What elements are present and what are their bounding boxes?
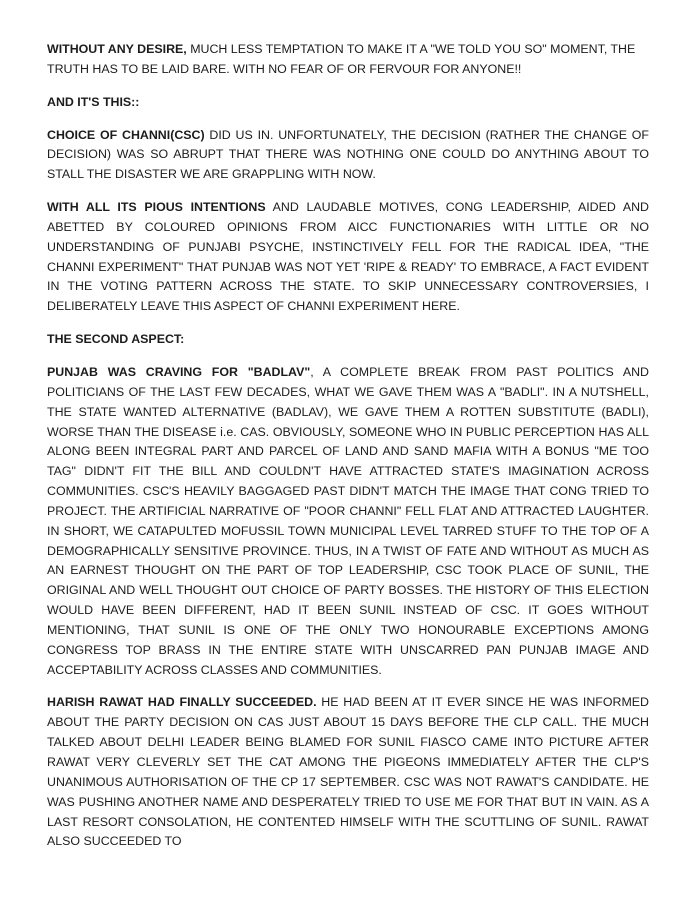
paragraph-body: , A COMPLETE BREAK FROM PAST POLITICS AND POLITICIANS OF THE LAST FEW DECADES, WHAT WE GAVE THEM WAS A "BADLI". IN A NUTSHELL, THE STATE WANTED ALTERNATIVE (BADLAV), WE GAVE THEM A ROTTEN SUBSTITUTE (BADLI), WORSE THAN THE DISEASE i.e. CAS. OBVIOUSLY, SOMEONE WHO IN PUBLIC PERCEPTION HAS ALL ALONG BEEN INTEGRAL PART AND PARCEL OF LAND AND SAND MAFIA WITH A BONUS "ME TOO TAG" DIDN'T FIT THE BILL AND COULDN'T HAVE ATTRACTED STATE'S IMAGINATION ACROSS COMMUNITIES. CSC'S HEAVILY BAGGAGED PAST DIDN'T MATCH THE IMAGE THAT CONG TRIED TO PROJECT. THE ARTIFICIAL NARRATIVE OF "POOR CHANNI" FELL FLAT AND ATTRACTED LAUGHTER. IN SHORT, WE CATAPULTED MOFUSSIL TOWN MUNICIPAL LEVEL TARRED STUFF TO THE TOP OF A DEMOGRAPHICALLY SENSITIVE PROVINCE. THUS, IN A TWIST OF FATE AND WITHOUT AS MUCH AS AN EARNEST THOUGHT ON THE PART OF TOP LEADERSHIP, CSC TOOK PLACE OF SUNIL, THE ORIGINAL AND WELL THOUGHT OUT CHOICE OF PARTY BOSSES. THE HISTORY OF THIS ELECTION WOULD HAVE BEEN DIFFERENT, HAD IT BEEN SUNIL INSTEAD OF CSC. IT GOES WITHOUT MENTIONING, THAT SUNIL IS ONE OF THE ONLY TWO HONOURABLE EXCEPTIONS AMONG CONGRESS TOP BRASS IN THE ENTIRE STATE WITH UNSCARRED PAN PUNJAB IMAGE AND ACCEPTABILITY ACROSS CLASSES AND COMMUNITIES. xyxy=(47,364,649,677)
paragraph-choice-of-channi xyxy=(47,126,649,186)
paragraph-lead: WITHOUT ANY DESIRE, xyxy=(47,42,187,56)
heading-text: AND IT'S THIS:: xyxy=(47,94,140,109)
paragraph-harish-rawat xyxy=(47,693,649,852)
paragraph-body: DID US IN. UNFORTUNATELY, THE DECISION (RATHER THE CHANGE OF DECISION) WAS SO ABRUPT THAT THERE WAS NOTHING ONE COULD DO ANYTHING ABOUT TO STALL THE DISASTER WE ARE GRAPPLING WITH NOW. xyxy=(47,127,649,182)
paragraph-body: AND LAUDABLE MOTIVES, CONG LEADERSHIP, AIDED AND ABETTED BY COLOURED OPINIONS FROM AICC FUNCTIONARIES WITH LITTLE OR NO UNDERSTANDING OF PUNJABI PSYCHE, INSTINCTIVELY FELL FOR THE RADICAL IDEA, "THE CHANNI EXPERIMENT" THAT PUNJAB WAS NOT YET 'RIPE & READY' TO EMBRACE, A FACT EVIDENT IN THE VOTING PATTERN ACROSS THE STATE. TO SKIP UNNECESSARY CONTROVERSIES, I DELIBERATELY LEAVE THIS ASPECT OF CHANNI EXPERIMENT HERE. xyxy=(47,200,649,314)
section-heading xyxy=(47,93,649,113)
paragraph-pious-intentions xyxy=(47,198,649,317)
paragraph-intro xyxy=(47,40,649,80)
paragraph-lead: PUNJAB WAS CRAVING FOR "BADLAV" xyxy=(47,364,311,379)
paragraph-lead: HARISH RAWAT HAD FINALLY SUCCEEDED. xyxy=(47,695,317,710)
paragraph-body: HE HAD BEEN AT IT EVER SINCE HE WAS INFORMED ABOUT THE PARTY DECISION ON CAS JUST ABOUT 15 DAYS BEFORE THE CLP CALL. THE MUCH TALKED ABOUT DELHI LEADER BEING BLAMED FOR SUNIL FIASCO CAME INTO PICTURE AFTER RAWAT VERY CLEVERLY SET THE CAT AMONG THE PIGEONS IMMEDIATELY AFTER THE CLP'S UNANIMOUS AUTHORISATION OF THE CP 17 SEPTEMBER. CSC WAS NOT RAWAT'S CANDIDATE. HE WAS PUSHING ANOTHER NAME AND DESPERATELY TRIED TO USE ME FOR THAT BUT IN VAIN. AS A LAST RESORT CONSOLATION, HE CONTENTED HIMSELF WITH THE SCUTTLING OF SUNIL. RAWAT ALSO SUCCEEDED TO xyxy=(47,695,649,849)
paragraph-lead: CHOICE OF CHANNI(CSC) xyxy=(47,127,205,142)
paragraph-lead: WITH ALL ITS PIOUS INTENTIONS xyxy=(47,200,266,215)
section-heading xyxy=(47,330,649,350)
paragraph-badlav xyxy=(47,363,649,681)
paragraph-body: MUCH LESS TEMPTATION TO MAKE IT A "WE TOLD YOU SO" MOMENT, THE TRUTH HAS TO BE LAID BARE. WITH NO FEAR OF OR FERVOUR FOR ANYONE!! xyxy=(47,42,636,76)
heading-text: THE SECOND ASPECT: xyxy=(47,332,185,347)
